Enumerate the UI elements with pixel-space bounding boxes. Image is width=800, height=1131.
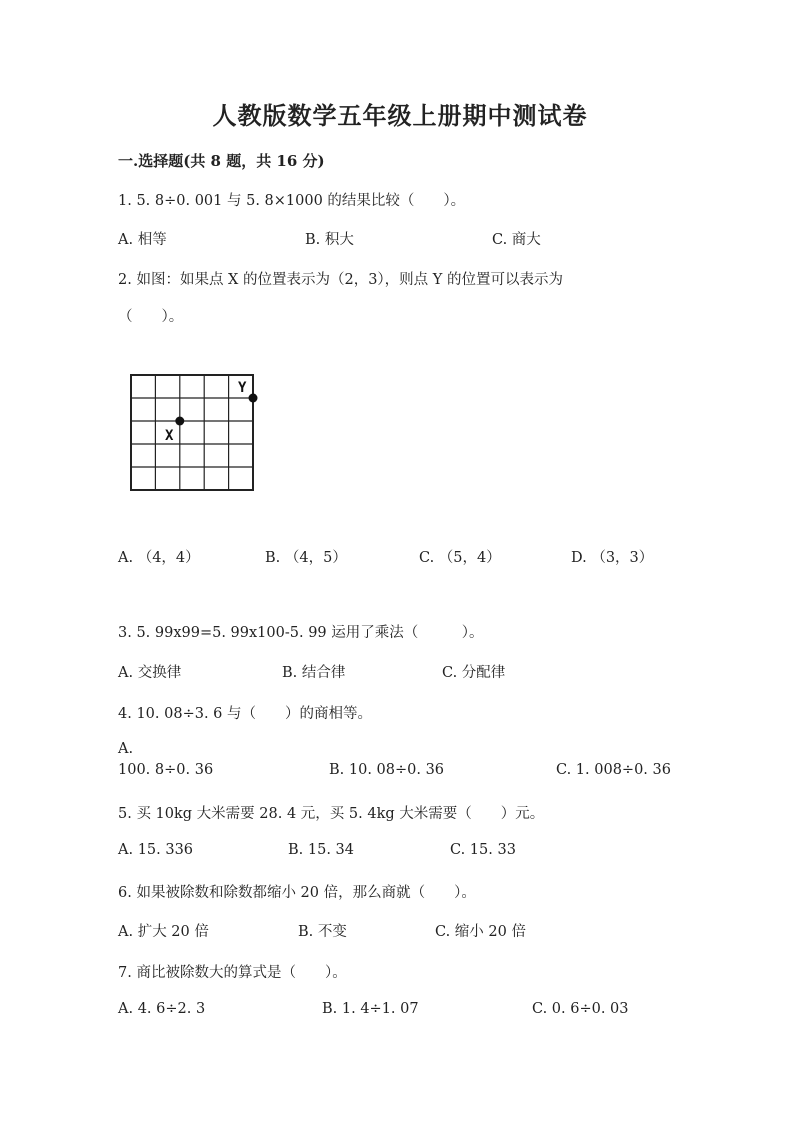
question-6-option-c: C. 缩小 20 倍 [435,924,526,940]
question-5-option-b: B. 15. 34 [288,842,354,858]
question-2-text-continued: （ ）。 [118,309,184,325]
section-heading: 一.选择题(共 8 题，共 16 分) [118,152,325,170]
question-4-option-a-label: A. [118,741,134,757]
question-3-option-a: A. 交换律 [118,665,182,681]
question-1-option-b: B. 积大 [305,232,354,248]
point-y-label: Y [238,380,247,396]
question-6-text: 6. 如果被除数和除数都缩小 20 倍，那么商就（ ）。 [118,885,476,901]
question-4-text: 4. 10. 08÷3. 6 与（ ）的商相等。 [118,706,372,722]
question-1-text: 1. 5. 8÷0. 001 与 5. 8×1000 的结果比较（ ）。 [118,193,466,209]
question-4-option-c: C. 1. 008÷0. 36 [556,762,671,778]
page-title: 人教版数学五年级上册期中测试卷 [212,101,588,130]
question-2-option-c: C. （5，4） [419,550,501,566]
question-3-option-c: C. 分配律 [442,665,506,681]
question-4-option-b: B. 10. 08÷0. 36 [329,762,445,778]
question-5-option-a: A. 15. 336 [118,842,194,858]
question-2-option-d: D. （3，3） [571,550,654,566]
question-3-option-b: B. 结合律 [282,665,346,681]
question-1-option-c: C. 商大 [492,232,541,248]
grid-lines [131,375,253,490]
question-6-option-a: A. 扩大 20 倍 [118,924,209,940]
question-1-option-a: A. 相等 [118,232,167,248]
question-2-text: 2. 如图：如果点 X 的位置表示为（2，3），则点 Y 的位置可以表示为 [118,272,563,288]
point-x-dot [175,417,184,426]
coordinate-grid-figure [128,372,262,494]
question-7-option-c: C. 0. 6÷0. 03 [532,1001,629,1017]
question-3-text: 3. 5. 99x99=5. 99x100-5. 99 运用了乘法（ ）。 [118,625,484,641]
question-5-text: 5. 买 10kg 大米需要 28. 4 元，买 5. 4kg 大米需要（ ）元。 [118,806,545,822]
point-y-dot [249,394,258,403]
point-x-label: X [165,428,174,444]
question-7-option-b: B. 1. 4÷1. 07 [322,1001,419,1017]
question-6-option-b: B. 不变 [298,924,347,940]
question-7-option-a: A. 4. 6÷2. 3 [118,1001,206,1017]
question-7-text: 7. 商比被除数大的算式是（ ）。 [118,965,347,981]
question-5-option-c: C. 15. 33 [450,842,516,858]
question-2-option-b: B. （4，5） [265,550,347,566]
question-2-option-a: A. （4，4） [118,550,200,566]
question-4-option-a: 100. 8÷0. 36 [118,762,214,778]
